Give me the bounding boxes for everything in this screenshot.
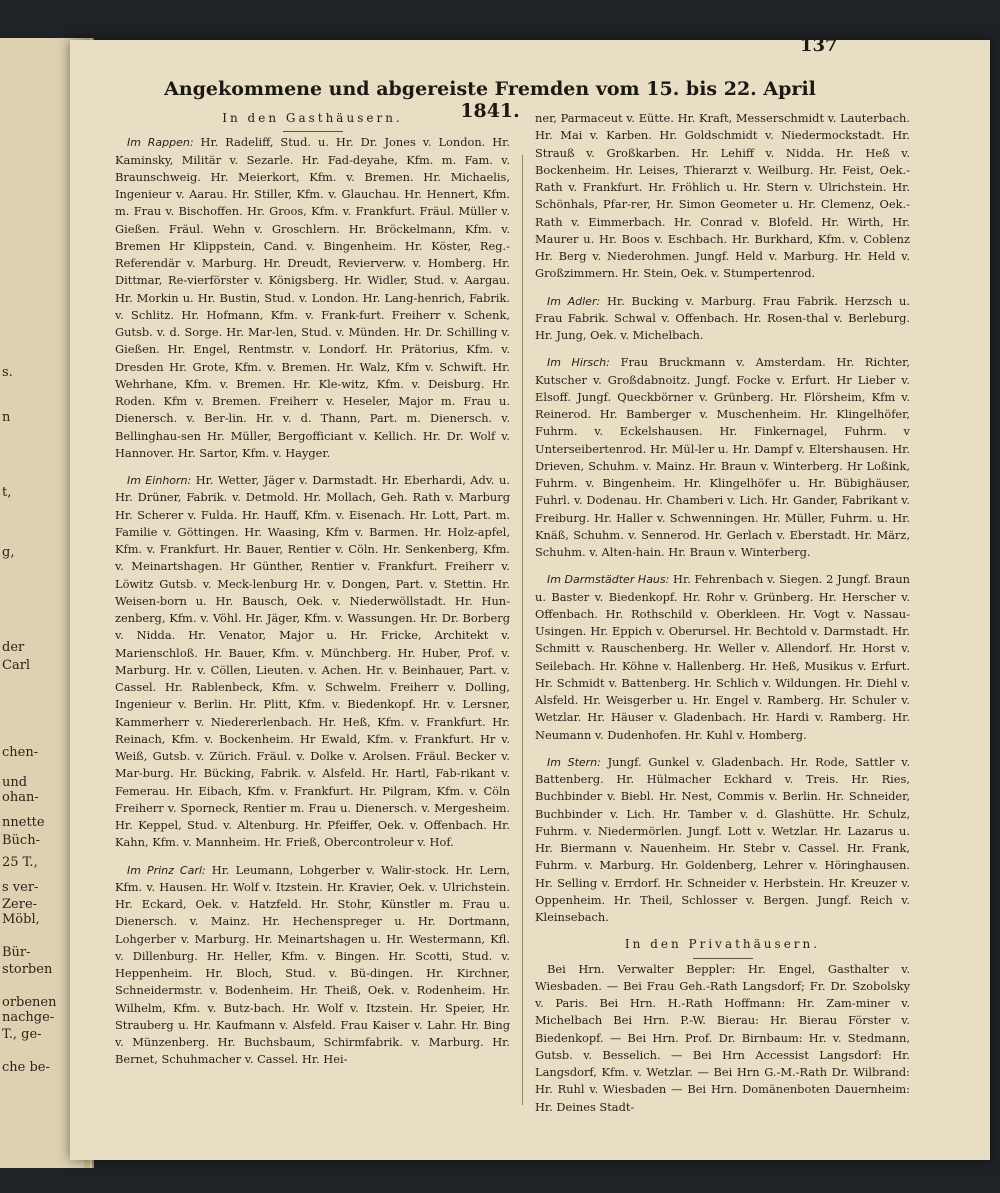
margin-fragment: Zere- [2, 897, 38, 912]
entry-rappen [115, 134, 510, 462]
entry-lead: Im Stern: [547, 755, 601, 769]
entry-text: Frau Bruckmann v. Amsterdam. Hr. Richter, Kutscher v. Großdabnoitz. Jungf. Focke v. Erfurt. Hr Lieber v. Elsoff. Jungf. Queckbörner v. Grünberg. Hr. Flörsheim, Kfm v. Reinerod. Hr. Bamberger v. Muschenheim. Hr. Klingelhöfer, Fuhrm. v. Eckelshausen. Hr. Finkernagel, Fuhrm. v Unterseibertenrod. Hr. Mül-ler u. Hr. Dampf v. Eltershausen. Hr. Drieven, Schuhm. v. Mainz. Hr. Braun v. Winterberg. Hr Loßink, Fuhrm. v. Bingenheim. Hr. Klingelhöfer u. Hr. Bübighäuser, Fuhrl. v. Dodenau. Hr. Chamberi v. Lich. Hr. Gander, Fabrikant v. Freiburg. Hr. Haller v. Schwenningen. Hr. Müller, Fuhrm. u. Hr. Knäß, Schuhm. v. Sennerod. Hr. Gerlach v. Eberstadt. Hr. März, Schuhm. v. Alten-hain. Hr. Braun v. Winterberg. [535, 355, 910, 559]
margin-fragment: orbenen [2, 995, 57, 1010]
entry-einhorn [115, 472, 510, 852]
page-number: 137 [800, 35, 838, 56]
margin-fragment: n [2, 410, 11, 425]
margin-fragment: storben [2, 962, 53, 977]
entry-hirsch [535, 354, 910, 561]
page-title: Angekommene und abgereiste Fremden vom 15. bis 22. April 1841. [164, 78, 816, 122]
margin-fragment: Büch- [2, 833, 40, 848]
entry-prinz-carl [115, 862, 510, 1069]
entry-lead: Im Adler: [547, 294, 601, 308]
margin-fragment: Bür- [2, 945, 31, 960]
entry-lead: Im Darmstädter Haus: [547, 573, 670, 587]
margin-fragment: nnette [2, 815, 45, 830]
entry-lead: Im Prinz Carl: [127, 863, 206, 877]
entry-stern [535, 754, 910, 927]
entry-text: Hr. Wetter, Jäger v. Darmstadt. Hr. Eberhardi, Adv. u. Hr. Drüner, Fabrik. v. Detmold. Hr. Mollach, Geh. Rath v. Marburg Hr. Scherer v. Fulda. Hr. Hauff, Kfm. v. Eisenach. Hr. Lott, Part. m. Familie v. Göttingen. Hr. Waasing, Kfm v. Barmen. Hr. Holz-apfel, Kfm. v. Frankfurt. Hr. Bauer, Rentier v. Cöln. Hr. Senkenberg, Kfm. v. Meinartshagen. Hr Günther, Rentier v. Frankfurt. Freiherr v. Löwitz Gutsb. v. Meck-lenburg Hr. v. Dongen, Part. v. Stettin. Hr. Weisen-born u. Hr. Bausch, Oek. v. Niederwöllstadt. Hr. Hun-zenberg, Kfm. v. Vöhl. Hr. Jäger, Kfm. v. Wassungen. Hr. Dr. Borberg v. Nidda. Hr. Venator, Major u. Hr. Fricke, Architekt v. Marienschloß. Hr. Bauer, Kfm. v. Münchberg. Hr. Huber, Prof. v. Marburg. Hr. v. Cöllen, Lieuten. v. Achen. Hr. v. Beinhauer, Part. v. Cassel. Hr. Rablenbeck, Kfm. v. Schwelm. Freiherr v. Dolling, Ingenieur v. Berlin. Hr. Plitt, Kfm. v. Biedenkopf. Hr. v. Lersner, Kammerherr v. Niedererlenbach. Hr. Heß, Kfm. v. Frankfurt. Hr. Reinach, Kfm. v. Bockenheim. Hr Ewald, Kfm. v. Frankfurt. Hr v. Weiß, Gutsb. v. Zürich. Fräul. v. Dolke v. Arolsen. Fräul. Becker v. Mar-burg. Hr. Bücking, Fabrik. v. Alsfeld. Hr. Hartl, Fab-rikant v. Femerau. Hr. Eibach, Kfm. v. Frankfurt. Hr. Pilgram, Kfm. v. Cöln Freiherr v. Sporneck, Rentier m. Frau u. Dienersch. v. Mergesheim. Hr. Keppel, Stud. v. Altenburg. Hr. Pfeiffer, Oek. v. Offenbach. Hr. Kahn, Kfm. v. Mannheim. Hr. Frieß, Obercontroleur v. Hof. [115, 473, 510, 850]
margin-fragment: che be- [2, 1060, 50, 1075]
margin-fragment: 25 T., [2, 855, 38, 870]
margin-fragment: t, [2, 485, 12, 500]
column-rule [522, 155, 523, 1105]
entry-text: Hr. Leumann, Lohgerber v. Walir-stock. Hr. Lern, Kfm. v. Hausen. Hr. Wolf v. Itzstein. Hr. Kravier, Oek. v. Ulrichstein. Hr. Eckard, Oek. v. Hatzfeld. Hr. Stohr, Künstler m. Frau u. Dienersch. v. Mainz. Hr. Hechenspreger u. Hr. Dortmann, Lohgerber v. Marburg. Hr. Meinartshagen u. Hr. Westermann, Kfl. v. Dillenburg. Hr. Heller, Kfm. v. Bingen. Hr. Scotti, Stud. v. Heppenheim. Hr. Bloch, Stud. v. Bü-dingen. Hr. Kirchner, Schneidermstr. v. Bodenheim. Hr. Theiß, Oek. v. Rodenheim. Hr. Wilhelm, Kfm. v. Butz-bach. Hr. Wolf v. Itzstein. Hr. Speier, Hr. Strauberg u. Hr. Kaufmann v. Alsfeld. Frau Kaiser v. Lahr. Hr. Bing v. Münzenberg. Hr. Buchsbaum, Schirmfabrik. v. Marburg. Hr. Bernet, Schuhmacher v. Cassel. Hr. Hei- [115, 862, 510, 1067]
margin-fragment: T., ge- [2, 1027, 42, 1042]
entry-text: Hr. Fehrenbach v. Siegen. 2 Jungf. Braun u. Baster v. Biedenkopf. Hr. Rohr v. Grünberg. Hr. Herscher v. Offenbach. Hr. Rothschild v. Oberkleen. Hr. Vogt v. Nassau-Usingen. Hr. Eppich v. Oberursel. Hr. Bechtold v. Darmstadt. Hr. Schmitt v. Rauschenberg. Hr. Weller v. Allendorf. Hr. Horst v. Seilebach. Hr. Köhne v. Hallenberg. Hr. Heß, Musikus v. Erfurt. Hr. Schmidt v. Battenberg. Hr. Schlich v. Wildungen. Hr. Diehl v. Alsfeld. Hr. Weisgerber u. Hr. Engel v. Ramberg. Hr. Schuler v. Wetzlar. Hr. Häuser v. Gladenbach. Hr. Hardi v. Ramberg. Hr. Neumann v. Dudenhofen. Hr. Kuhl v. Homberg. [535, 572, 910, 742]
entry-continuation: ner, Parmaceut v. Eütte. Hr. Kraft, Messerschmidt v. Lauterbach. Hr. Mai v. Karben. Hr. Goldschmidt v. Niedermockstadt. Hr. Strauß v. Großkarben. Hr. Lehiff v. Nidda. Hr. Heß v. Bockenheim. Hr. Leises, Thierarzt v. Weilburg. Hr. Feist, Oek.-Rath v. Frankfurt. Hr. Fröhlich u. Hr. Stern v. Ulrichstein. Hr. Schönhals, Pfar-rer, Hr. Simon Geometer u. Hr. Clemenz, Oek.-Rath v. Eimmerbach. Hr. Conrad v. Blofeld. Hr. Wirth, Hr. Maurer u. Hr. Boos v. Eschbach. Hr. Burkhard, Kfm. v. Coblenz Hr. Berg v. Niederohmen. Jungf. Held v. Marburg. Hr. Held v. Großzimmern. Hr. Stein, Oek. v. Stumpertenrod. [535, 111, 910, 281]
entry-adler [535, 293, 910, 345]
entry-private-houses: Bei Hrn. Verwalter Beppler: Hr. Engel, Gasthalter v. Wiesbaden. — Bei Frau Geh.-Rath Langsdorf; Fr. Dr. Szobolsky v. Paris. Bei Hrn. H.-Rath Hoffmann: Hr. Zam-miner v. Michelbach Bei Hrn. P.-W. Bierau: Hr. Bierau Förster v. Biedenkopf. — Bei Hrn. Prof. Dr. Birnbaum: Hr. v. Stedmann, Gutsb. v. Besselich. — Bei Hrn Accessist Langsdorf: Hr. Langsdorf, Kfm. v. Wetzlar. — Bei Hrn G.-M.-Rath Dr. Wilbrand: Hr. Ruhl v. Wiesbaden — Bei Hrn. Domänenboten Dauernheim: Hr. Deines Stadt- [535, 961, 910, 1114]
section-heading-inns: In den Gasthäusern. [115, 110, 510, 132]
margin-fragment: chen- [2, 745, 39, 760]
margin-fragment: der [2, 640, 25, 655]
margin-fragment: nachge- [2, 1010, 55, 1025]
margin-fragment: und [2, 775, 28, 790]
entry-darmstaedter-haus [535, 571, 910, 744]
entry-text: Hr. Radeliff, Stud. u. Hr. Dr. Jones v. London. Hr. Kaminsky, Militär v. Sezarle. Hr. Fad-deyahe, Kfm. m. Fam. v. Braunschweig. Hr. Meierkort, Kfm. v. Bremen. Hr. Michaelis, Ingenieur v. Aarau. Hr. Stiller, Kfm. v. Glauchau. Hr. Hennert, Kfm. m. Frau v. Bischoffen. Hr. Groos, Kfm. v. Frankfurt. Fräul. Müller v. Gießen. Fräul. Wehn v. Groschlern. Hr. Bröckelmann, Kfm. v. Bremen Hr Klippstein, Cand. v. Bingenheim. Hr. Köster, Reg.-Referendär v. Marburg. Hr. Dreudt, Revierverw. v. Homberg. Hr. Dittmar, Re-vierförster v. Königsberg. Hr. Widler, Stud. v. Aargau. Hr. Morkin u. Hr. Bustin, Stud. v. London. Hr. Lang-henrich, Fabrik. v. Schlitz. Hr. Hofmann, Kfm. v. Frank-furt. Freiherr v. Schenk, Gutsb. v. d. Sorge. Hr. Mar-len, Stud. v. Münden. Hr. Dr. Schilling v. Gießen. Hr. Engel, Rentmstr. v. Londorf. Hr. Prätorius, Kfm. v. Dresden Hr. Grote, Kfm. v. Bremen. Hr. Walz, Kfm v. Schwift. Hr. Wehrhane, Kfm. v. Bremen. Hr. Kle-witz, Kfm. v. Deisburg. Hr. Roden. Kfm v. Bremen. Freiherr v. Heseler, Major m. Frau u. Dienersch. v. Ber-lin. Hr. v. d. Thann, Part. m. Dienersch. v. Bellinghau-sen Hr. Müller, Bergofficiant v. Kellich. Hr. Dr. Wolf v. Hannover. Hr. Sartor, Kfm. v. Hayger. [115, 135, 510, 460]
entry-lead: Im Einhorn: [127, 474, 192, 487]
margin-fragment: Carl [2, 658, 31, 673]
left-column [115, 110, 510, 1079]
margin-fragment: g, [2, 545, 15, 560]
margin-fragment: ohan- [2, 790, 39, 805]
entry-text: Jungf. Gunkel v. Gladenbach. Hr. Rode, Sattler v. Battenberg. Hr. Hülmacher Eckhard v. Treis. Hr. Ries, Buchbinder v. Biebl. Hr. Nest, Commis v. Berlin. Hr. Schneider, Buchbinder v. Lich. Hr. Tamber v. d. Glashütte. Hr. Schulz, Fuhrm. v. Niedermörlen. Jungf. Lott v. Wetzlar. Hr. Lazarus u. Hr. Biermann v. Nauenheim. Hr. Stebr v. Cassel. Hr. Frank, Fuhrm. v. Marburg. Hr. Goldenberg, Lehrer v. Höringhausen. Hr. Selling v. Errdorf. Hr. Schneider v. Herbstein. Hr. Kreuzer v. Oppenheim. Hr. Theil, Schlosser v. Bergen. Jungf. Reich v. Kleinsebach. [535, 754, 910, 924]
section-heading-private-houses: In den Privathäusern. [535, 936, 910, 958]
margin-fragment: s. [2, 365, 13, 380]
entry-text: Hr. Bucking v. Marburg. Frau Fabrik. Herzsch u. Frau Fabrik. Schwal v. Offenbach. Hr. Rosen-thal v. Berleburg. Hr. Jung, Oek. v. Michelbach. [535, 293, 911, 342]
entry-lead: Im Rappen: [127, 136, 194, 150]
right-column [535, 110, 910, 1126]
margin-fragment: s ver- [2, 880, 39, 895]
margin-fragment: Möbl, [2, 912, 40, 927]
entry-lead: Im Hirsch: [547, 356, 610, 370]
